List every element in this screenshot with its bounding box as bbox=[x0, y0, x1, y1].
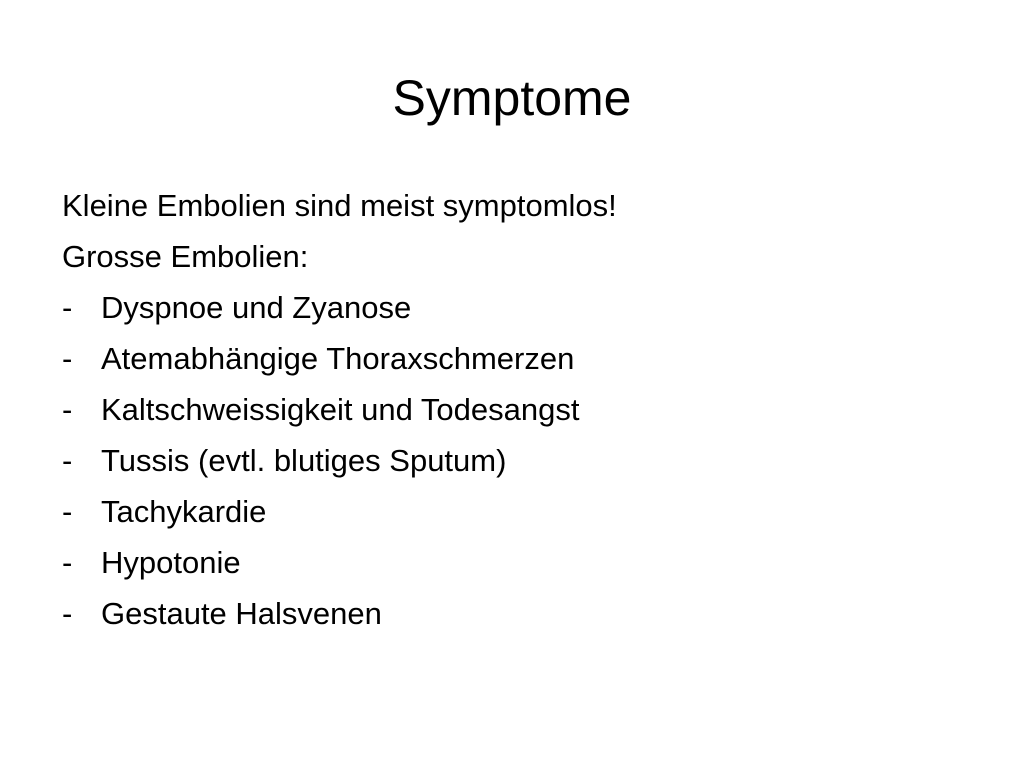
symptom-item-thoraxschmerzen bbox=[62, 333, 962, 384]
symptom-item-hypotonie bbox=[62, 537, 962, 588]
bullet-dash: - bbox=[62, 290, 73, 325]
bullet-dash: - bbox=[62, 392, 73, 427]
bullet-dash: - bbox=[62, 545, 73, 580]
symptom-label: Atemabhängige Thoraxschmerzen bbox=[101, 341, 575, 376]
slide-title: Symptome bbox=[392, 70, 632, 126]
bullet-dash: - bbox=[62, 494, 73, 529]
symptom-item-dyspnoe bbox=[62, 282, 962, 333]
intro-line-small-embolism: Kleine Embolien sind meist symptomlos! bbox=[62, 188, 617, 223]
symptom-label: Gestaute Halsvenen bbox=[101, 596, 382, 631]
intro-line-large-embolism: Grosse Embolien: bbox=[62, 239, 309, 274]
symptom-item-tachykardie bbox=[62, 486, 962, 537]
bullet-dash: - bbox=[62, 341, 73, 376]
symptom-label: Kaltschweissigkeit und Todesangst bbox=[101, 392, 580, 427]
symptom-item-kaltschweissigkeit bbox=[62, 384, 962, 435]
bullet-dash: - bbox=[62, 443, 73, 478]
symptom-list bbox=[62, 282, 962, 639]
bullet-dash: - bbox=[62, 596, 73, 631]
symptom-item-halsvenen bbox=[62, 588, 962, 639]
symptom-item-tussis bbox=[62, 435, 962, 486]
symptom-label: Tussis (evtl. blutiges Sputum) bbox=[101, 443, 507, 478]
slide-body bbox=[62, 180, 962, 639]
symptom-label: Hypotonie bbox=[101, 545, 241, 580]
symptom-label: Dyspnoe und Zyanose bbox=[101, 290, 412, 325]
symptom-label: Tachykardie bbox=[101, 494, 267, 529]
